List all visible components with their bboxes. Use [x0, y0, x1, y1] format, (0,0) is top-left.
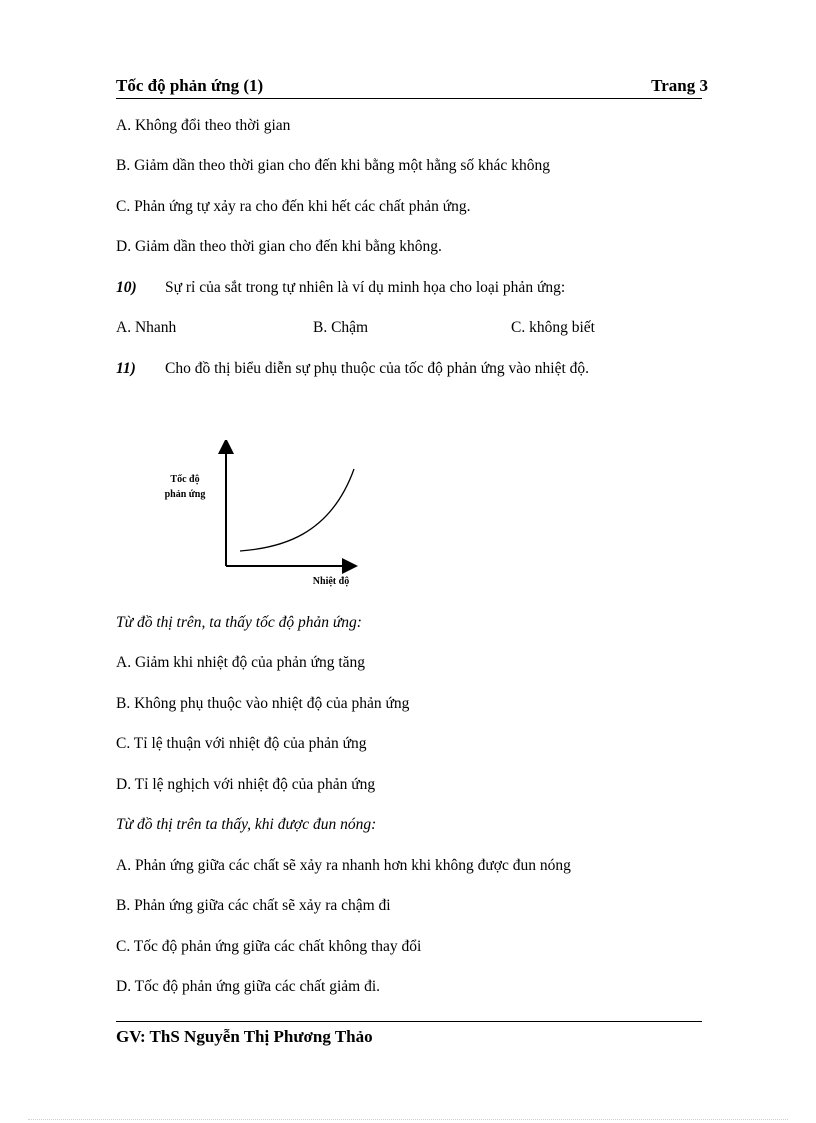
- part2-option-a: A. Phản ứng giữa các chất sẽ xảy ra nhanh hơn khi không được đun nóng: [116, 857, 571, 874]
- x-axis-label: Nhiệt độ: [312, 576, 350, 587]
- q11-number: 11): [116, 360, 136, 377]
- part1-option-a: A. Giảm khi nhiệt độ của phản ứng tăng: [116, 654, 366, 671]
- part1-option-b: B. Không phụ thuộc vào nhiệt độ của phản ứng: [116, 695, 410, 712]
- footer-author: GV: ThS Nguyễn Thị Phương Thảo: [116, 1027, 373, 1046]
- page-number: Trang 3: [651, 76, 708, 95]
- q9-option-c: C. Phản ứng tự xảy ra cho đến khi hết các chất phản ứng.: [116, 198, 471, 215]
- q9-option-a: A. Không đổi theo thời gian: [116, 117, 291, 134]
- q9-option-d: D. Giảm dần theo thời gian cho đến khi bằng không.: [116, 238, 442, 255]
- part2-option-b: B. Phản ứng giữa các chất sẽ xảy ra chậm đi: [116, 897, 391, 914]
- q10-option-b: B. Chậm: [313, 319, 369, 336]
- y-axis-label-line1: Tốc độ: [170, 474, 200, 485]
- q10-option-a: A. Nhanh: [116, 319, 177, 336]
- part2-option-c: C. Tốc độ phản ứng giữa các chất không thay đổi: [116, 938, 422, 955]
- q9-option-b: B. Giảm dần theo thời gian cho đến khi bằng một hằng số khác không: [116, 157, 550, 174]
- part1-option-d: D. Tỉ lệ nghịch với nhiệt độ của phản ứng: [116, 776, 376, 793]
- footer-divider: [116, 1021, 702, 1022]
- part2-option-d: D. Tốc độ phản ứng giữa các chất giảm đi.: [116, 978, 381, 995]
- header-title: Tốc độ phản ứng (1): [116, 76, 264, 95]
- q10-number: 10): [116, 279, 137, 296]
- rate-curve: [240, 469, 354, 551]
- rate-vs-temperature-graph: [150, 440, 380, 595]
- y-axis-label-line2: phản ứng: [164, 489, 206, 500]
- part1-option-c: C. Tỉ lệ thuận với nhiệt độ của phản ứng: [116, 735, 367, 752]
- page-header: [116, 76, 708, 99]
- q10-option-c: C. không biết: [511, 319, 595, 336]
- q10-text: Sự rỉ của sắt trong tự nhiên là ví dụ minh họa cho loại phản ứng:: [165, 279, 566, 296]
- part2-prompt: Từ đồ thị trên ta thấy, khi được đun nóng:: [116, 816, 377, 833]
- q11-text: Cho đồ thị biểu diễn sự phụ thuộc của tốc độ phản ứng vào nhiệt độ.: [165, 360, 590, 377]
- page-bottom-border: [28, 1119, 788, 1120]
- part1-prompt: Từ đồ thị trên, ta thấy tốc độ phản ứng:: [116, 614, 362, 631]
